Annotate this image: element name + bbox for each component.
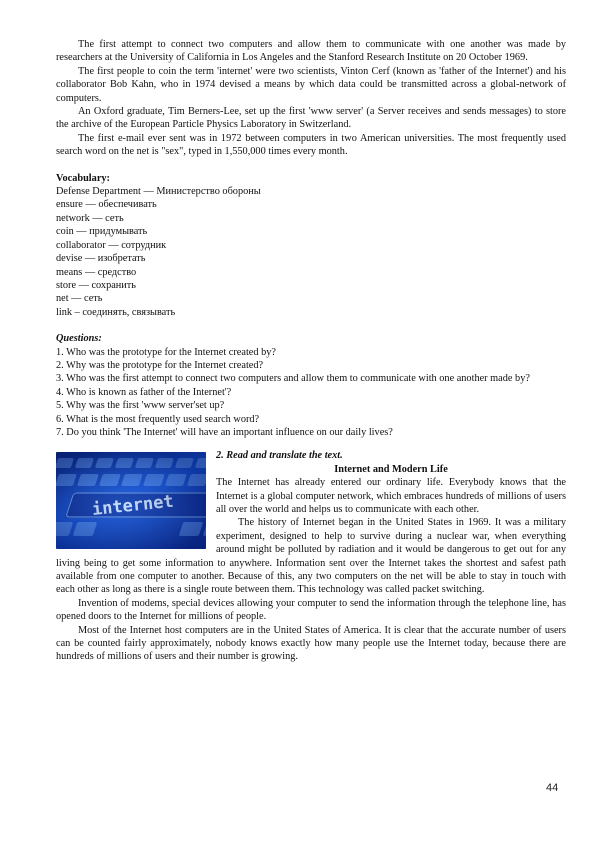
vocabulary-item: net — сеть (56, 293, 103, 305)
questions-heading: Questions: (56, 333, 102, 345)
question-item: 6. What is the most frequently used search word? (56, 413, 260, 425)
internet-keyboard-image (56, 452, 206, 549)
vocabulary-item: means — средство (56, 266, 137, 278)
intro-paragraph: An Oxford graduate, Tim Berners-Lee, set up the first 'www server' (a Server receives and sends messages) to store the archive of the European Particle Physics Laboratory in Switzerland. (56, 106, 566, 131)
question-item: 4. Who is known as father of the Internet'? (56, 386, 232, 398)
question-item: 3. Who was the first attempt to connect two computers and allow them to communicate with one another made by? (56, 373, 530, 385)
vocabulary-item: Defense Department — Министерство обороны (56, 186, 261, 198)
vocabulary-item: store — сохранить (56, 279, 137, 291)
keyboard-illustration (56, 452, 206, 549)
intro-paragraph: The first e-mail ever sent was in 1972 between computers in two American universities. The most frequently used search word on the net is "sex", typed in 1,550,000 times every month. (56, 132, 566, 158)
vocabulary-item: collaborator — сотрудник (56, 239, 167, 251)
vocabulary-section (56, 172, 566, 319)
question-item: 5. Why was the first 'www server'set up? (56, 400, 225, 412)
article-paragraph: The history of Internet began in the United States in 1969. It was a military experiment, designed to help to survive during a nuclear war, when everything around might be polluted by radiation and it would be dangerous to get out for any living being to get some information to anywhere. Information sent over the Internet takes the shortest and safest path available from one computer to another. Because of this, any two computers on the net will be able to stay in touch with each other as long as there is a single route between them. This technology was called packet switching. (56, 517, 566, 596)
task-heading: 2. Read and translate the text. (216, 450, 343, 462)
vocabulary-item: devise — изобретать (56, 253, 146, 265)
vocabulary-item: link – соединять, связывать (56, 306, 176, 318)
question-item: 7. Do you think 'The Internet' will have an important influence on our daily lives? (56, 426, 393, 438)
article-paragraph: The Internet has already entered our ordinary life. Everybody knows that the Internet is a global computer network, which embraces hundreds of millions of users all over the world and helps us to communicate with each other. (216, 477, 566, 515)
question-item: 2. Why was the prototype for the Internet created? (56, 359, 264, 371)
intro-paragraph: The first attempt to connect two computers and allow them to communicate with one another was made by researchers at the University of California in Los Angeles and the Stanford Research Institute on 20 October 1969. (56, 39, 566, 64)
vocabulary-heading: Vocabulary: (56, 172, 110, 184)
reading-section (56, 449, 566, 664)
question-item: 1. Who was the prototype for the Internet created by? (56, 346, 276, 358)
page-content (56, 38, 566, 664)
vocabulary-item: ensure — обеспечивать (56, 199, 157, 211)
vocabulary-item: coin — придумывать (56, 226, 148, 238)
article-paragraph: Most of the Internet host computers are in the United States of America. It is clear that the accurate number of users can be counted fairly approximately, nobody knows exactly how many people use the Internet today, because there are hundreds of millions of users and their number is growing. (56, 624, 566, 663)
article-title: Internet and Modern Life (334, 463, 448, 475)
intro-paragraph: The first people to coin the term 'internet' were two scientists, Vinton Cerf (known as 'father of the Internet') and his collaborator Bob Kahn, who in 1974 devised a means by which data could be transmitted across a global-network of computers. (56, 65, 566, 104)
questions-section (56, 332, 566, 439)
page-number: 44 (546, 782, 559, 794)
article-paragraph: Invention of modems, special devices allowing your computer to send the information through the telephone line, has opened doors to the Internet for millions of people. (56, 597, 566, 623)
vocabulary-item: network — сеть (56, 212, 124, 224)
